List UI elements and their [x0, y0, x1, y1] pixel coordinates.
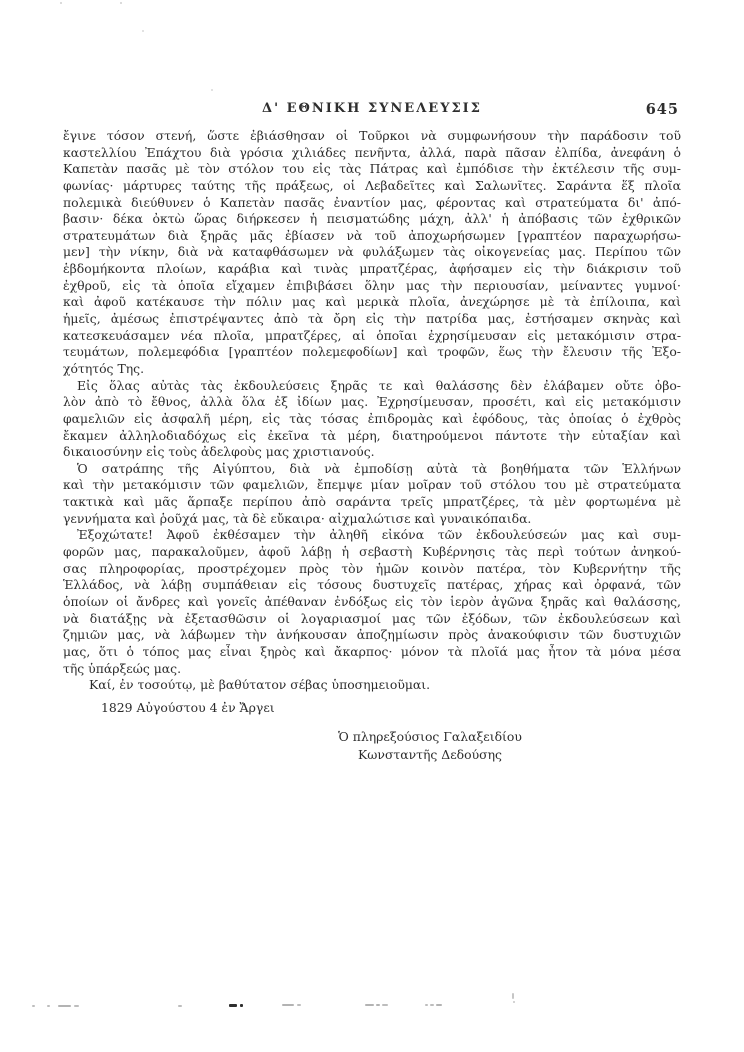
text-line: ἑβδομήκοντα πλοίων, καράβια καὶ τινὰς μπρατζέρας, ἀφήσαμεν εἰς τὴν διάκρισιν τοῦ	[63, 261, 681, 277]
scan-speck	[512, 993, 514, 999]
text-line: πολεμικὰ διεύθυνεν ὁ Καπετὰν πασᾶς ἐναντίον μας, φέροντας καὶ στρατεύματα δι' ἀπό-	[63, 194, 681, 210]
scan-speck	[430, 1004, 434, 1006]
scan-speck	[211, 89, 213, 91]
text-line: φωνίας· μάρτυρες ταύτης τῆς πράξεως, οἱ Λεβαδεῖτες καὶ Σαλωνῖτες. Σαράντα ἕξ πλοῖα	[63, 177, 681, 193]
scan-speck	[120, 2, 122, 4]
text-line: ἡμεῖς, ἀμέσως ἐπιστρέψαντες ἀπὸ τὰ ὄρη εἰς τὴν πατρίδα μας, ἐστήσαμεν σκηνὰς καὶ	[63, 311, 681, 327]
scan-speck	[47, 1005, 50, 1007]
text-line: φαμελιῶν εἰς ἀσφαλῆ μέρη, εἰς τὰς τόσας ἐπιδρομὰς καὶ ἐφόδους, τὰς ὁποίας ὁ ἐχθρὸς	[63, 410, 681, 426]
scan-speck	[382, 1004, 388, 1006]
scan-speck	[142, 30, 144, 32]
scan-speck	[74, 1005, 79, 1007]
paragraph	[63, 461, 681, 528]
page-header	[63, 101, 681, 121]
text-line: στρατευμάτων διὰ ξηρᾶς μᾶς ἐβίασεν νὰ τοῦ ἀποχωρήσωμεν [γραπτέον παραχωρήσω-	[63, 227, 681, 243]
scan-speck	[178, 1005, 182, 1007]
signature-name: Κωνσταντῆς Δεδούσης	[358, 746, 502, 762]
text-line: Ἑλλάδος, νὰ λάβῃ συμπάθειαν εἰς τόσους δυστυχεῖς πατέρας, χήρας καὶ ὀρφανά, τῶν	[63, 577, 681, 593]
signature-block	[330, 728, 530, 762]
text-line: Εἰς ὅλας αὐτὰς τὰς ἐκδουλεύσεις ξηρᾶς τε καὶ θαλάσσης δὲν ἐλάβαμεν οὔτε ὀβο-	[77, 377, 681, 393]
text-line: ἔγινε τόσον στενή, ὥστε ἐβιάσθησαν οἱ Τοῦρκοι νὰ συμφωνήσουν τὴν παράδοσιν τοῦ	[63, 128, 681, 143]
text-line: δικαιοσύνην εἰς τοὺς ἀδελφοὺς μας χριστιανούς.	[63, 444, 375, 460]
text-line: τῆς ὑπάρξεώς μας.	[63, 660, 182, 676]
text-line: χότητός Της.	[63, 360, 145, 376]
text-line: σας πληροφορίας, προστρέχομεν πρὸς τὸν ἡμῶν κοινὸν πατέρα, τὸν Κυβερνήτην τῆς	[63, 560, 681, 576]
scan-speck	[282, 1004, 294, 1006]
document-body	[63, 128, 681, 763]
scan-speck	[365, 1004, 374, 1006]
text-line: ἔκαμεν ἀλληλοδιαδόχως εἰς ἐκεῖνα τὰ μέρη, διατηρούμενοι πάντοτε τὴν εὐταξίαν καὶ	[63, 427, 681, 443]
paragraph	[63, 677, 681, 694]
scan-speck	[32, 1005, 35, 1007]
paragraph	[63, 527, 681, 677]
page-number: 645	[645, 101, 679, 118]
text-line: ζημιῶν μας, νὰ λάβωμεν τὴν ἀνήκουσαν ἀποζημίωσιν πρὸς ἀνακούφισιν τῶν δυστυχιῶν	[63, 627, 681, 643]
text-line: Ἐξοχώτατε! Ἀφοῦ ἐκθέσαμεν τὴν ἀληθῆ εἰκόνα τῶν ἐκδουλεύσεών μας καὶ συμ-	[77, 527, 681, 543]
paragraph	[63, 128, 681, 378]
scan-speck	[229, 1004, 237, 1007]
scan-speck	[60, 2, 62, 4]
signature-role: Ὁ πληρεξούσιος Γαλαξειδίου	[338, 729, 522, 745]
text-line: μεν] τὴν νίκην, διὰ νὰ καταφθάσωμεν νὰ φυλάξωμεν τὰς οἰκογενείας μας. Περίπου τῶν	[63, 244, 681, 260]
page-title: Δ' ΕΘΝΙΚΗ ΣΥΝΕΛΕΥΣΙΣ	[262, 101, 482, 116]
text-line: καστελλίου Ἐπάχτου διὰ γρόσια χιλιάδες πενῆντα, ἀλλά, παρὰ πᾶσαν ἐλπίδα, ἀνεφάνη ὁ	[63, 144, 681, 160]
text-line: νὰ διατάξῃς νὰ ἐξετασθῶσιν οἱ λογαριασμοί μας τῶν ἐξόδων, τῶν ἐκδουλεύσεων καὶ	[63, 610, 681, 626]
text-line: Καπετὰν πασᾶς μὲ τὸν στόλον του εἰς τὰς Πάτρας καὶ ἐμπόδισε τὴν ἐκτέλεσιν τῆς συμ-	[63, 161, 681, 177]
scan-speck	[297, 1004, 301, 1006]
text-line: τακτικὰ καὶ μᾶς ἅρπαξε περίπου ἀπὸ σαράντα τρεῖς μπρατζέρες, τὰ μὲν φορτωμένα μὲ	[63, 494, 681, 510]
scan-speck	[513, 1001, 515, 1003]
text-line: λὸν ἀπὸ τὸ ἔθνος, ἀλλὰ ὅλα ἐξ ἰδίων μας. Ἐχρησίμευσαν, προσέτι, καὶ εἰς μετακόμισιν	[63, 394, 681, 410]
scan-speck	[425, 1004, 428, 1006]
date-line: 1829 Αὐγούστου 4 ἐν Ἄργει	[101, 699, 275, 715]
scan-speck	[376, 1004, 380, 1006]
text-line: Καί, ἐν τοσούτῳ, μὲ βαθύτατον σέβας ὑποσημειοῦμαι.	[89, 677, 431, 693]
scan-speck	[240, 1004, 243, 1007]
text-line: καὶ τὴν μετακόμισιν τῶν φαμελιῶν, ἔπεμψε μίαν μοῖραν τοῦ στόλου του μὲ στρατεύματα	[63, 477, 681, 493]
paragraph	[63, 378, 681, 461]
text-line: ὁποίων οἱ ἄνδρες καὶ γονεῖς ἀπέθαναν ἐνδόξως εἰς τὸν ἱερὸν ἀγῶνα ξηρᾶς καὶ θαλάσσης,	[63, 593, 681, 609]
scan-speck	[436, 1004, 442, 1006]
text-line: βασιν· δέκα ὀκτὼ ὥρας διήρκεσεν ἡ πεισματώδης μάχη, ἀλλ' ἡ ἀπόβασις τῶν ἐχθρικῶν	[63, 211, 681, 227]
text-line: μας, ὅτι ὁ τόπος μας εἶναι ξηρὸς καὶ ἄκαρπος· μόνον τὰ πλοῖά μας ἦτον τὰ μόνα μέσα	[63, 643, 681, 659]
text-line: τευμάτων, πολεμεφόδια [γραπτέον πολεμεφοδίων] καὶ τροφῶν, ἕως τὴν ἔλευσιν τῆς Ἐξο-	[63, 344, 681, 360]
text-line: γεννήματα καὶ ῥοῦχά μας, τὰ δὲ εὔκαιρα· αἰχμαλώτισε καὶ γυναικόπαιδα.	[63, 510, 532, 526]
text-line: κατεσκευάσαμεν νέα πλοῖα, μπρατζέρες, αἱ ὁποῖαι ἐχρησίμευσαν εἰς μετακόμισιν στρα-	[63, 327, 681, 343]
text-line: φορῶν μας, παρακαλοῦμεν, ἀφοῦ λάβῃ ἡ σεβαστὴ Κυβέρνησις τὰς περὶ τούτων ἀνηκού-	[63, 544, 681, 560]
text-line: καὶ ἀφοῦ κατέκαυσε τὴν πόλιν μας καὶ μερικὰ πλοῖα, ἀνεχώρησε μὲ τὰ ἐπίλοιπα, καὶ	[63, 294, 681, 310]
scan-speck	[58, 1005, 71, 1007]
text-line: Ὁ σατράπης τῆς Αἰγύπτου, διὰ νὰ ἐμποδίσῃ αὐτὰ τὰ βοηθήματα τῶν Ἑλλήνων	[77, 460, 681, 476]
text-line: ἐχθροῦ, εἰς τὰ ὁποῖα εἴχαμεν ἐπιβιβάσει ὅλην μας τὴν περιουσίαν, μείναντες γυμνοί·	[63, 277, 681, 293]
